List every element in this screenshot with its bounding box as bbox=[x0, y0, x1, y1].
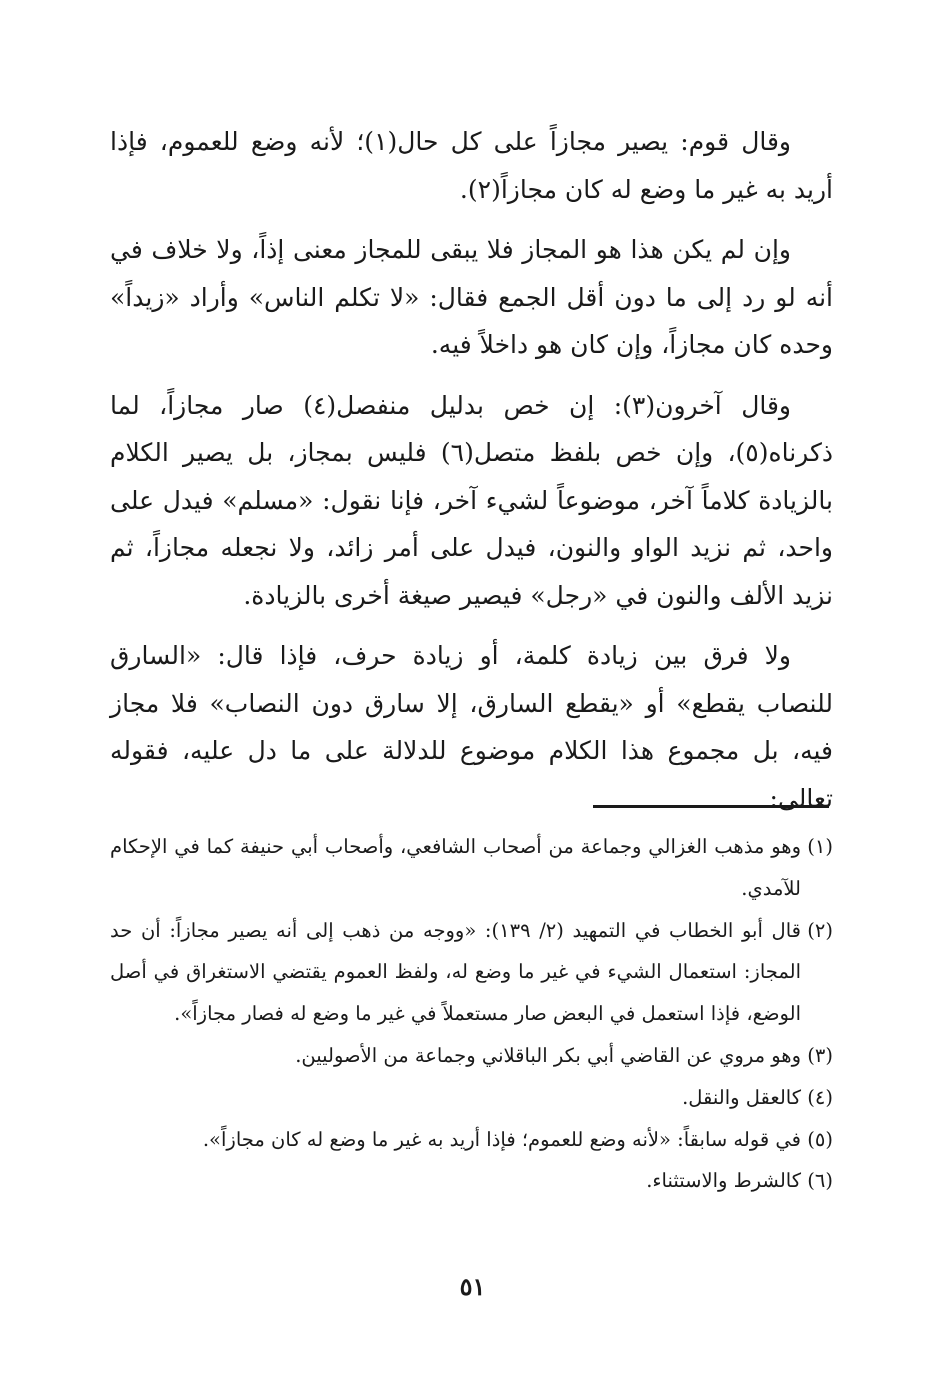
footnote-5 bbox=[110, 1119, 833, 1161]
footnote-number: (٣) bbox=[807, 1043, 833, 1067]
footnote-3 bbox=[110, 1035, 833, 1077]
footnote-number: (١) bbox=[807, 835, 833, 858]
footnote-text: كالشرط والاستثناء. bbox=[646, 1169, 801, 1193]
footnote-number: (٥) bbox=[807, 1127, 833, 1151]
footnote-number: (٤) bbox=[807, 1085, 833, 1109]
footnote-1 bbox=[110, 826, 833, 910]
footnote-separator bbox=[593, 805, 829, 808]
footnote-text: في قوله سابقاً: «لأنه وضع للعموم؛ فإذا أريد به غير ما وضع له كان مجازاً». bbox=[202, 1127, 801, 1151]
footnote-number: (٦) bbox=[807, 1169, 833, 1193]
footnote-4 bbox=[110, 1077, 833, 1119]
paragraph-1: وقال قوم: يصير مجازاً على كل حال(١)؛ لأنه وضع للعموم، فإذا أريد به غير ما وضع له كان مجازاً(٢). bbox=[110, 127, 833, 204]
footnote-6 bbox=[110, 1160, 833, 1202]
paragraph-4: ولا فرق بين زيادة كلمة، أو زيادة حرف، فإذا قال: «السارق للنصاب يقطع» أو «يقطع السارق، إلا سارق دون النصاب» فلا مجاز فيه، بل مجموع هذا الكلام موضوع للدلالة على ما دل عليه، فقوله تعالى: bbox=[110, 641, 833, 813]
paragraph-3: وقال آخرون(٣): إن خص بدليل منفصل(٤) صار مجازاً، لما ذكرناه(٥)، وإن خص بلفظ متصل(٦) فليس بمجاز، بل يصير الكلام بالزيادة كلاماً آخر، موضوعاً لشيء آخر، فإنا نقول: «مسلم» فيدل على واحد، ثم نزيد الواو والنون، فيدل على أمر زائد، ولا نجعله مجازاً، ثم نزيد الألف والنون في «رجل» فيصير صيغة أخرى بالزيادة. bbox=[110, 390, 833, 610]
footnote-text: كالعقل والنقل. bbox=[682, 1085, 801, 1109]
footnote-text: وهو مروي عن القاضي أبي بكر الباقلاني وجماعة من الأصوليين. bbox=[295, 1043, 801, 1067]
footnote-number: (٢) bbox=[807, 918, 833, 942]
page-number: ٥١ bbox=[459, 1272, 486, 1301]
main-text bbox=[110, 118, 833, 822]
footnote-text: وهو مذهب الغزالي وجماعة من أصحاب الشافعي، وأصحاب أبي حنيفة كما في الإحكام للآمدي. bbox=[110, 835, 801, 900]
footnote-text: قال أبو الخطاب في التمهيد (٢/ ١٣٩): «ووجه من ذهب إلى أنه يصير مجازاً: أن حد المجاز: استعمال الشيء في غير ما وضع له، ولفظ العموم يقتضي الاستغراق في أصل الوضع، فإذا استعمل في البعض صار مستعملاً في غير ما وضع له فصار مجازاً». bbox=[110, 918, 801, 1026]
footnotes bbox=[110, 826, 833, 1202]
paragraph-2: وإن لم يكن هذا هو المجاز فلا يبقى للمجاز معنى إذاً، ولا خلاف في أنه لو رد إلى ما دون أقل الجمع فقال: «لا تكلم الناس» وأراد «زيداً» وحده كان مجازاً، وإن كان هو داخلاً فيه. bbox=[110, 235, 833, 359]
footnote-2 bbox=[110, 910, 833, 1035]
